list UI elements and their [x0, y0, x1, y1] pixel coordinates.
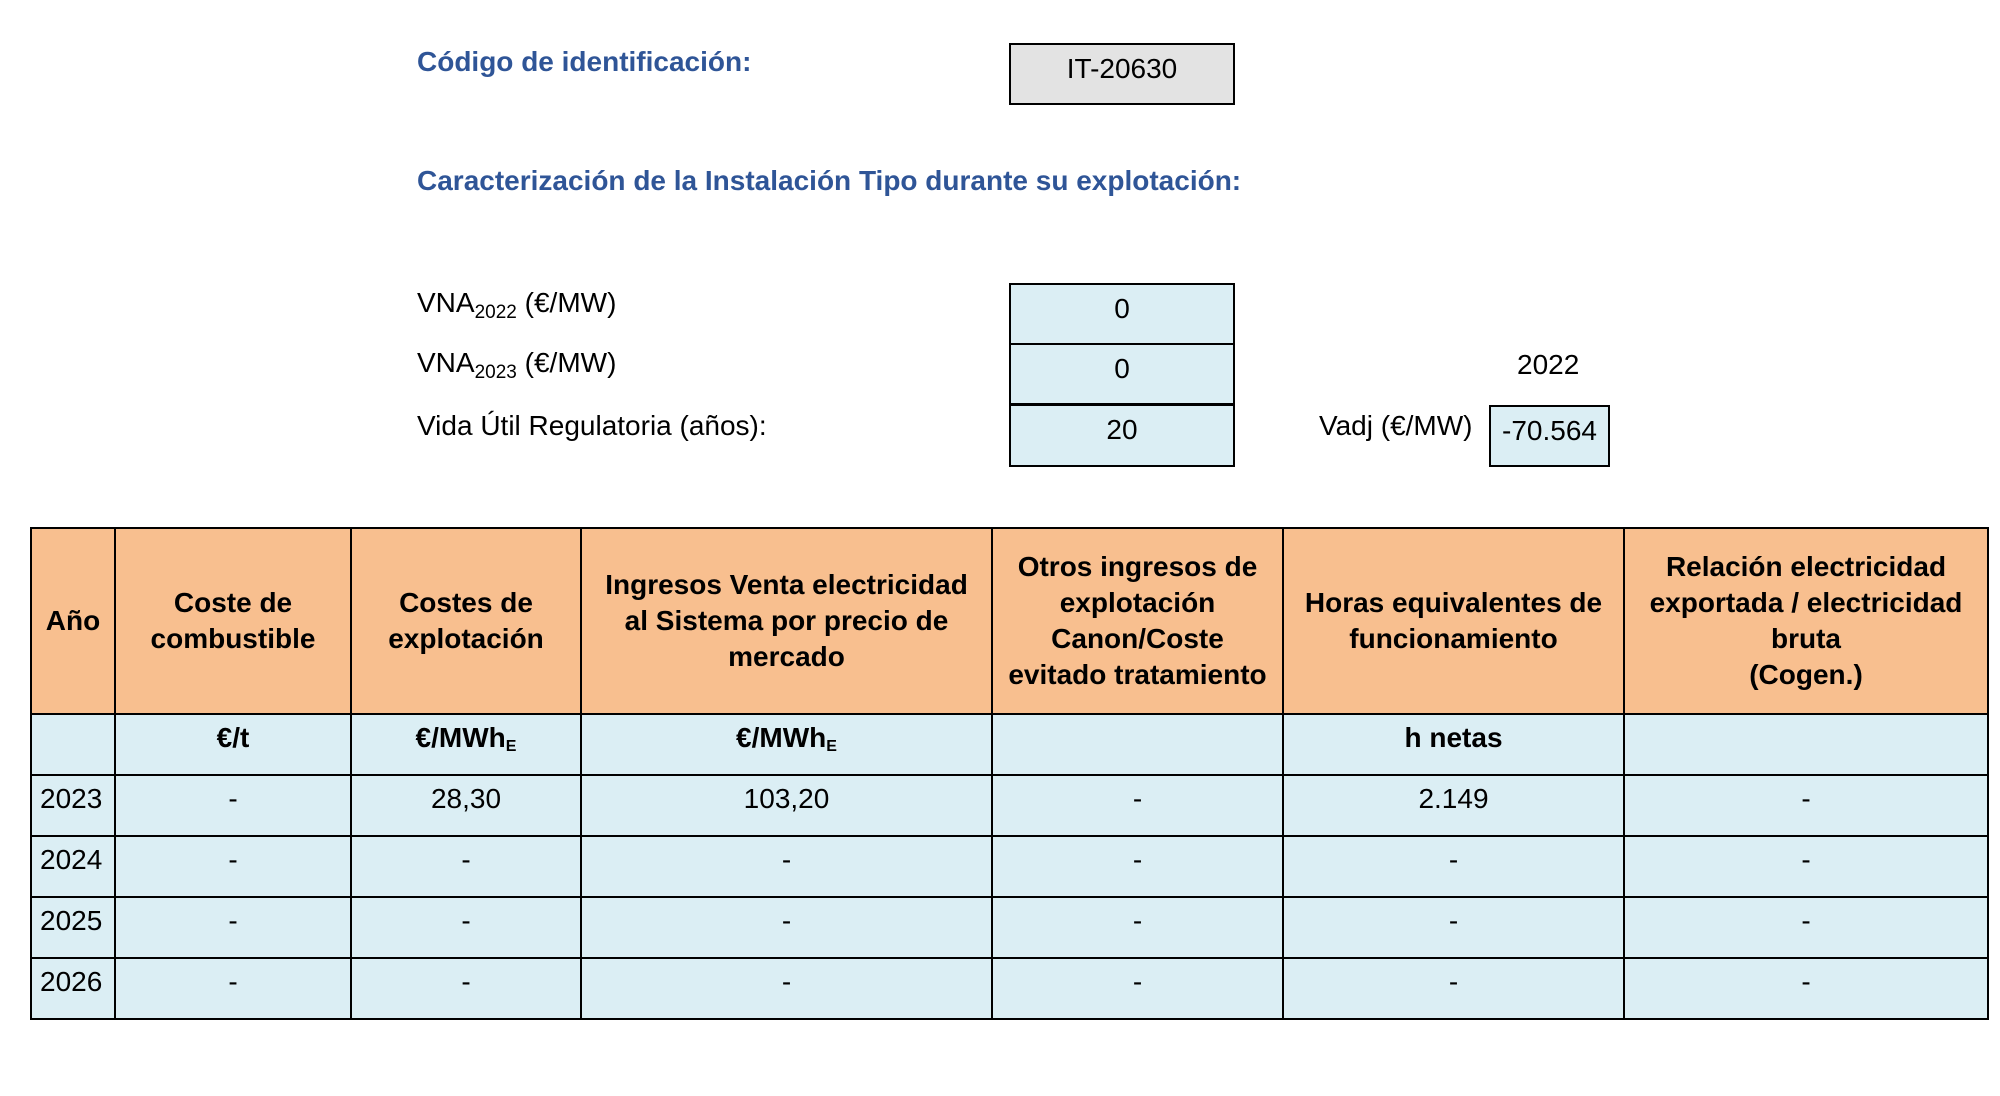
table-header-row — [31, 528, 1988, 714]
table-cell: - — [1624, 775, 1988, 836]
table-cell: 2.149 — [1283, 775, 1624, 836]
table-cell: - — [992, 958, 1283, 1019]
table-cell: - — [115, 958, 351, 1019]
header-ingresos-venta: Ingresos Venta electricidad al Sistema por precio de mercado — [581, 528, 992, 714]
vna2023-label: $VNA_{2023}$ (€/MW) — [417, 347, 617, 383]
vida-util-label: Vida Útil Regulatoria (años): — [417, 410, 767, 441]
table-cell: - — [992, 836, 1283, 897]
id-value: IT-20630 — [1066, 53, 1178, 84]
id-value-box — [1009, 43, 1235, 105]
table-cell: 103,20 — [581, 775, 992, 836]
vida-util-value: 20 — [1106, 414, 1138, 445]
header-otros-ingresos: Otros ingresos de explotación Canon/Coste evitado tratamiento — [992, 528, 1283, 714]
table-row — [31, 775, 1988, 836]
vna2022-label: $VNA_{2022}$ (€/MW) — [417, 287, 617, 323]
table-cell: - — [115, 836, 351, 897]
vna2022-value: 0 — [1114, 293, 1130, 324]
table-cell-year: 2023 — [31, 775, 115, 836]
vadj-box — [1489, 405, 1610, 467]
unit-cell: €/MWhE — [351, 714, 581, 775]
table-cell: - — [1283, 897, 1624, 958]
section-title: Caracterización de la Instalación Tipo durante su explotación: — [417, 165, 1242, 196]
table-cell: - — [1283, 836, 1624, 897]
vida-util-box — [1009, 404, 1235, 467]
unit-cell: €/t — [115, 714, 351, 775]
table-cell: - — [581, 897, 992, 958]
unit-cell — [31, 714, 115, 775]
table-cell: - — [1624, 958, 1988, 1019]
header-relacion-electricidad: Relación electricidad exportada / electricidad bruta (Cogen.) — [1624, 528, 1988, 714]
table-cell: - — [992, 897, 1283, 958]
table-cell: - — [581, 836, 992, 897]
unit-cell — [1624, 714, 1988, 775]
unit-cell: h netas — [1283, 714, 1624, 775]
table-cell: - — [351, 836, 581, 897]
header-horas-equivalentes: Horas equivalentes de funcionamiento — [1283, 528, 1624, 714]
table-cell: - — [992, 775, 1283, 836]
table-cell-year: 2024 — [31, 836, 115, 897]
table-cell: 28,30 — [351, 775, 581, 836]
table-cell: - — [115, 897, 351, 958]
table-cell: - — [115, 775, 351, 836]
table-cell-year: 2026 — [31, 958, 115, 1019]
vna2023-value: 0 — [1114, 353, 1130, 384]
vadj-label: Vadj (€/MW) — [1319, 410, 1473, 441]
table-cell: - — [351, 897, 581, 958]
table-cell: - — [351, 958, 581, 1019]
header-ano: Año — [31, 528, 115, 714]
data-table — [30, 527, 1989, 1020]
table-row — [31, 836, 1988, 897]
header-costes-explotacion: Costes de explotación — [351, 528, 581, 714]
table-cell-year: 2025 — [31, 897, 115, 958]
table-cell: - — [1624, 897, 1988, 958]
year-label: 2022 — [1517, 349, 1580, 380]
unit-cell: €/MWhE — [581, 714, 992, 775]
units-row — [31, 714, 1988, 775]
vna2022-box — [1009, 283, 1235, 345]
vna2023-box — [1009, 343, 1235, 405]
table-row — [31, 958, 1988, 1019]
table-row — [31, 897, 1988, 958]
table-cell: - — [1283, 958, 1624, 1019]
table-cell: - — [581, 958, 992, 1019]
header-coste-combustible: Coste de combustible — [115, 528, 351, 714]
unit-cell — [992, 714, 1283, 775]
id-label: Código de identificación: — [417, 46, 752, 77]
vadj-value: -70.564 — [1502, 415, 1597, 446]
table-cell: - — [1624, 836, 1988, 897]
